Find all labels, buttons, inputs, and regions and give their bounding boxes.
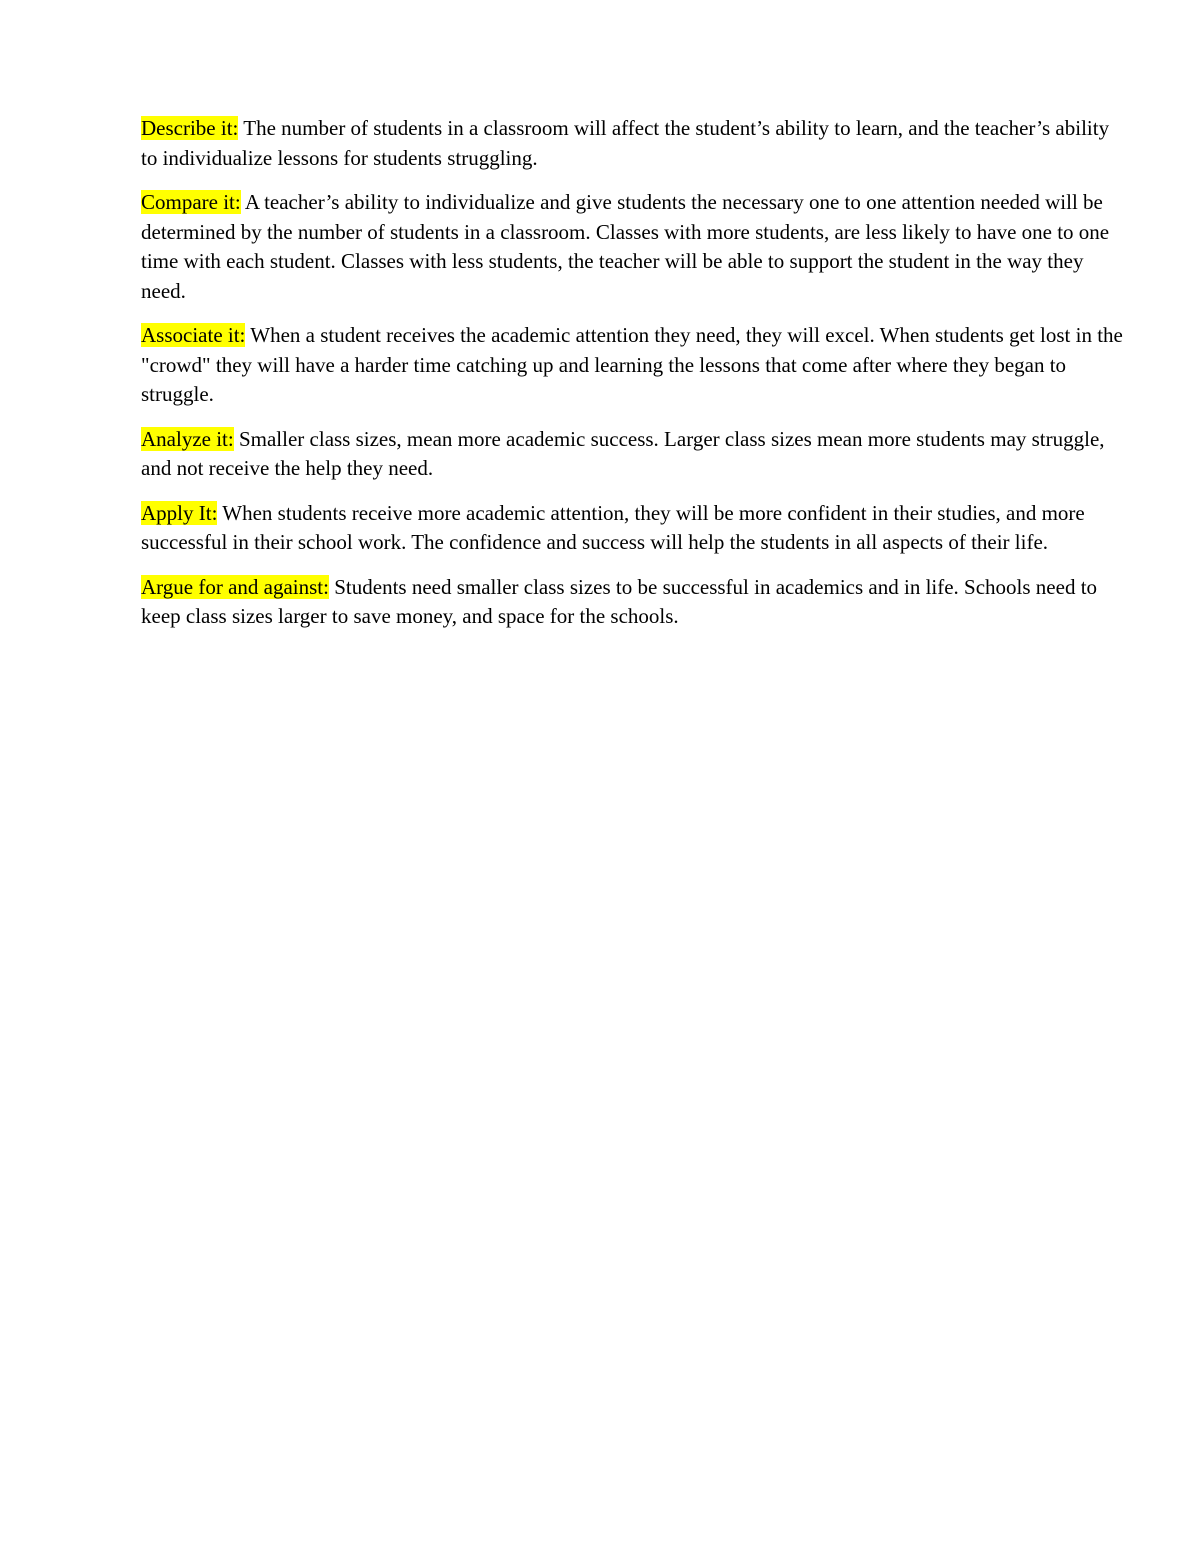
highlighted-label-associate: Associate it: xyxy=(141,323,246,347)
highlighted-label-describe: Describe it: xyxy=(141,116,239,140)
paragraph-text-apply: When students receive more academic attention, they will be more confident in their studies, and more successful in their school work. The confidence and success will help the students in all aspects of their life. xyxy=(141,500,1085,554)
paragraph-text-compare: A teacher’s ability to individualize and give students the necessary one to one attention needed will be determined by the number of students in a classroom. Classes with more students, are less likely to have one to one time with each student. Classes with less students, the teacher will be able to support the student in the way they need. xyxy=(141,190,1110,303)
paragraph-compare xyxy=(141,188,1126,306)
highlighted-label-argue: Argue for and against: xyxy=(141,574,329,599)
paragraph-argue xyxy=(141,573,1126,632)
paragraph-text-associate: When a student receives the academic attention they need, they will excel. When students get lost in the "crowd" they will have a harder time catching up and learning the lessons that come after where they began to struggle. xyxy=(141,323,1123,406)
paragraph-text-describe: The number of students in a classroom will affect the student’s ability to learn, and the teacher’s ability to individualize lessons for students struggling. xyxy=(141,116,1110,170)
highlighted-label-apply: Apply It: xyxy=(141,500,218,525)
paragraph-analyze xyxy=(141,425,1126,484)
paragraph-apply xyxy=(141,499,1126,558)
paragraph-text-argue: Students need smaller class sizes to be successful in academics and in life. Schools need to keep class sizes larger to save money, and space for the schools. xyxy=(141,574,1098,628)
highlighted-label-analyze: Analyze it: xyxy=(141,426,234,451)
document-body xyxy=(141,114,1126,647)
paragraph-describe xyxy=(141,114,1126,173)
paragraph-text-analyze: Smaller class sizes, mean more academic success. Larger class sizes mean more students may struggle, and not receive the help they need. xyxy=(141,426,1105,480)
paragraph-associate xyxy=(141,321,1126,410)
highlighted-label-compare: Compare it: xyxy=(141,190,241,214)
